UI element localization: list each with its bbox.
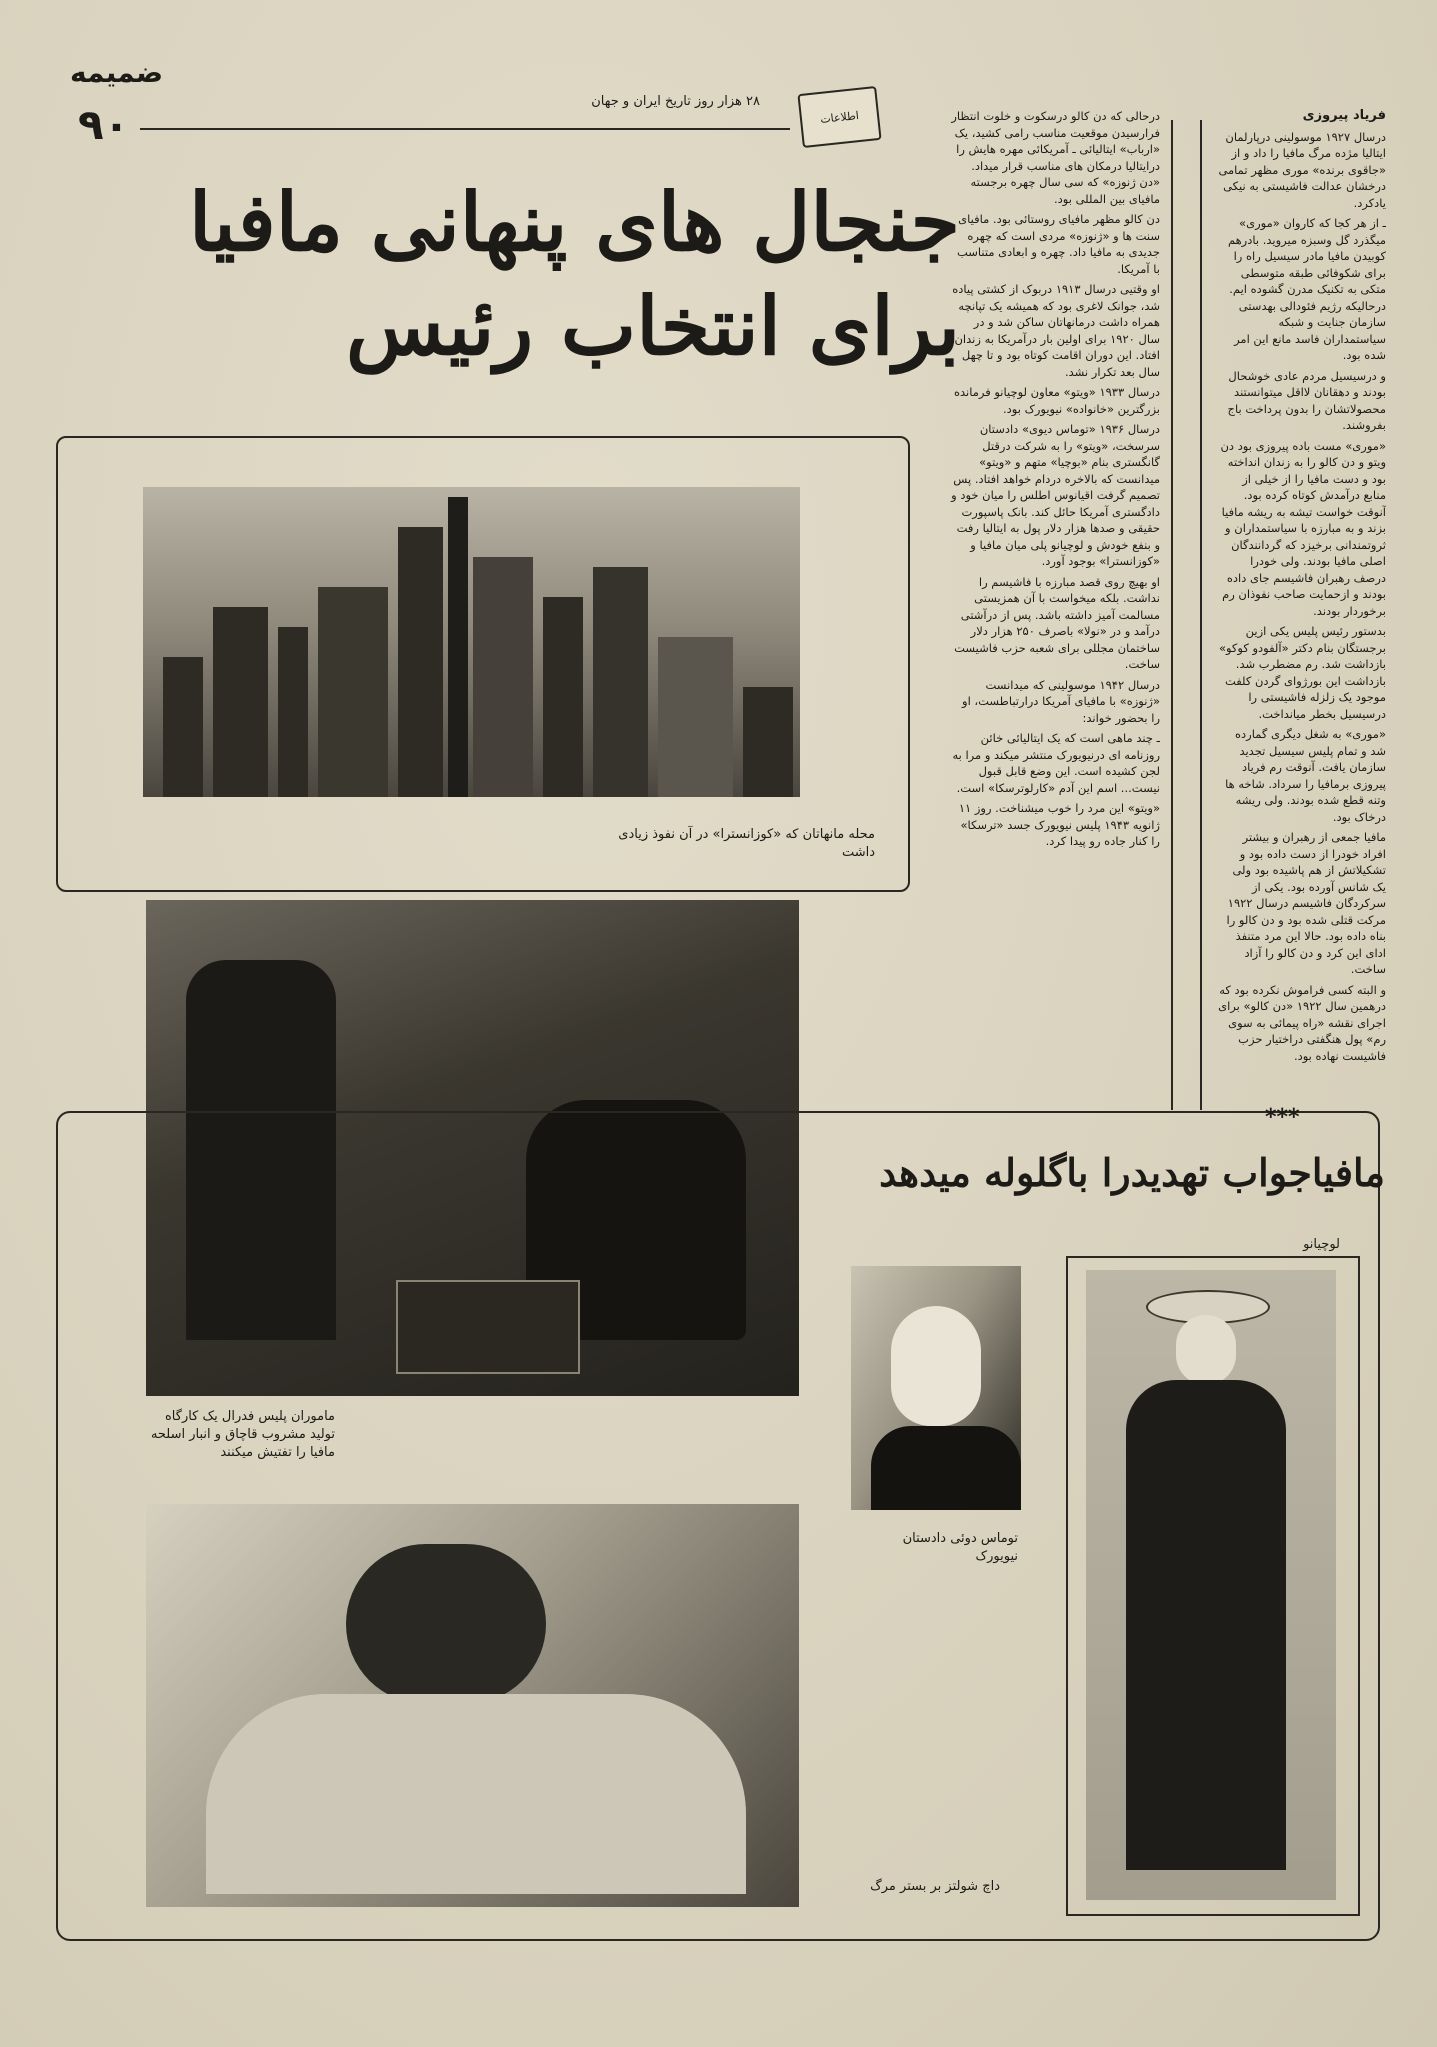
newspaper-logo: اطلاعات	[797, 86, 881, 148]
luciano-caption: لوچیانو	[1303, 1237, 1340, 1252]
paragraph: بدستور رئیس پلیس یکی ازین برجستگان بنام دکتر «آلفودو کوکو» بازداشت شد. رم مضطرب شد. بازداشت این بورژوای گردن کلفت موجود یک زلزله فاشیستی را درسیسیل بخطر میانداخت.	[1218, 624, 1386, 721]
paragraph: درحالی که دن کالو درسکوت و خلوت انتظار فرارسیدن موقعیت مناسب رامی کشید، یک «ارباب» ایتالیائی ـ آمریکائی مهره هایش را درایتالیا درمکان های مناسب قرار میداد. «دن ژنوزه» که سی سال چهره برجسته مافیای بین المللی بود.	[951, 109, 1160, 206]
middle-text-column	[950, 108, 1160, 1158]
sub-headline: مافیاجواب تهدیدرا باگلوله میدهد	[879, 1150, 1385, 1195]
paragraph: او بهیچ روی قصد مبارزه با فاشیسم را نداشت. بلکه میخواست با آن همزیستی مسالمت آمیز داشته باشد. پس از درآشتی درآمد و در «نولا» باصرف ۲۵۰ هزار دلار ساختمان مجللی برای شعبه حزب فاشیست ساخت.	[954, 574, 1160, 671]
paragraph: «ویتو» این مرد را خوب میشناخت. روز ۱۱ ژانویه ۱۹۴۳ پلیس نیویورک جسد «ترسکا» را کنار جاده رو پیدا کرد.	[958, 801, 1160, 848]
section-separator: ***	[1265, 1105, 1300, 1130]
right-column-heading: فریاد پیروزی	[1302, 108, 1386, 123]
paragraph: «موری» مست باده پیروزی بود دن ویتو و دن کالو را به زندان انداخته بود و دست مافیا را از خیلی از منابع درآمدش کوتاه کرده بود. آنوقت خواست تیشه به ریشه مافیا بزند و به مبارزه با سیاستمداران و ثروتمندانی برخیزد که گردانندگان اصلی مافیا بودند. ولی خودرا درصف رهبران فاشیسم جای داده بودند و ازحمایت صاحب نفوذان رم برخوردار بودند.	[1220, 438, 1386, 618]
main-headline	[90, 170, 960, 378]
skyline-caption: محله مانهاتان که «کوزانسترا» در آن نفوذ زیادی داشت	[618, 827, 875, 860]
header-rule	[140, 128, 790, 130]
headline-line-2: برای انتخاب رئیس	[346, 279, 960, 373]
supplement-label: ضمیمه	[70, 56, 164, 89]
paragraph: درسال ۱۹۳۳ «ویتو» معاون لوچیانو فرمانده بزرگترین «خانواده» نیویورک بود.	[953, 385, 1160, 416]
supplement-number: ۹۰	[78, 100, 130, 149]
luciano-portrait-photo	[1086, 1270, 1336, 1900]
paragraph: او وقتیی درسال ۱۹۱۳ دربوک از کشتی پیاده شد، جوانک لاغری بود که همیشه یک تپانچه همراه داشت درمانهاتان ساکن شد و در سال ۱۹۲۰ برای اولین بار درآمریکا به زندان افتاد. این دوران اقامت کوتاه بود و تا چهل سال بعد تکرار نشد.	[952, 282, 1160, 379]
column-rule-left	[1171, 120, 1173, 1110]
paragraph: درسال ۱۹۲۷ موسولینی درپارلمان ایتالیا مژده مرگ مافیا را داد و از «جاقوی برنده» موری مظهر تمامی درخشان عدالت فاشیستی به نیکی یادکرد.	[1218, 129, 1386, 210]
dewey-caption: توماس دوئی دادستان نیویورک	[902, 1531, 1018, 1564]
schultz-caption: داچ شولتز بر بستر مرگ	[870, 1879, 1000, 1894]
schultz-deathbed-photo	[146, 1504, 799, 1907]
paragraph: درسال ۱۹۴۲ موسولینی که میدانست «ژنوزه» با مافیای آمریکا درارتباطست، او را بحضور خواند:	[962, 677, 1160, 725]
paragraph: ـ از هر کجا که کاروان «موری» میگذرد گل وسبزه میروید. بادرهم کوبیدن مافیا مادر سیسیل راه را برای شکوفائی طبقه متوسطی متکی به تکنیک مدرن گشوده ایم. درحالیکه رژیم فئودالی بهدستی سازمان جنایت و شبکه سیاستمداران فاسد مانع این امر شده بود.	[1227, 216, 1386, 362]
paragraph: درسال ۱۹۳۶ «توماس دیوی» دادستان سرسخت، «ویتو» را به شرکت درقتل گانگستری بنام «بوچیا» متهم و «ویتو» میدانست که بالاخره دردام خواهد افتاد. پس تصمیم گرفت اقیانوس اطلس را میان خود و دادگستری آمریکا حائل کند. بانک پاسپورت حقیقی و صدها هزار دلار پول به ایتالیا رفت و بنفع خودش و لوچیانو پلی میان مافیا و «کوزانسترا» بوجود آورد.	[951, 422, 1160, 568]
column-rule-right	[1200, 120, 1202, 1110]
paragraph: و درسیسیل مردم عادی خوشحال بودند و دهقانان لااقل میتوانستند محصولاتشان را بدون پرداخت باج بفروشند.	[1227, 368, 1386, 432]
paragraph: ـ چند ماهی است که یک ایتالیائی خائن روزنامه ای درنیویورک منتشر میکند و مرا به لجن کشیده است. این وضع قابل قبول نیست... اسم این آدم «کارلوترسکا» است.	[952, 731, 1160, 795]
paragraph: مافیا جمعی از رهبران و بیشتر افراد خودرا از دست داده بود و تشکیلاتش از هم پاشیده بود ولی یک شانس آورده بود. یکی از سرکردگان فاشیسم درسال ۱۹۲۲ مرکت قتلی شده بود و دن کالو را بناه داده بود. حالا این مرد متنفذ ادای این کرد و دن کالو را آزاد ساخت.	[1226, 830, 1386, 976]
manhattan-skyline-photo	[143, 487, 800, 797]
headline-line-1: جنجال های پنهانی مافیا	[188, 175, 960, 269]
right-text-column	[1218, 108, 1386, 1108]
series-title: ۲۸ هزار روز تاریخ ایران و جهان	[591, 94, 760, 109]
paragraph: دن کالو مظهر مافیای روستائی بود. مافیای سنت ها و «ژنوزه» مردی است که چهره جدیدی به مافیا داد. چهره و ابعادی متناسب با آمریکا.	[956, 212, 1160, 276]
paragraph: و البته کسی فراموش نکرده بود که درهمین سال ۱۹۲۲ «دن کالو» برای اجرای نقشه «راه پیمائی به سوی رم» پول هنگفتی دراختیار حزب فاشیست نهاده بود.	[1218, 982, 1386, 1063]
raid-caption: ماموران پلیس فدرال یک کارگاه تولید مشروب قاچاق و انبار اسلحه مافیا را تفتیش میکنند	[150, 1409, 335, 1460]
dewey-portrait-photo	[851, 1266, 1021, 1510]
paragraph: «موری» به شغل دیگری گمارده شد و تمام پلیس سیسیل تجدید سازمان یافت. آنوقت رم فریاد پیروزی برمافیا را سرداد. شاخه ها وتنه قطع شده بودند. ولی ریشه درخاک بود.	[1225, 727, 1386, 824]
